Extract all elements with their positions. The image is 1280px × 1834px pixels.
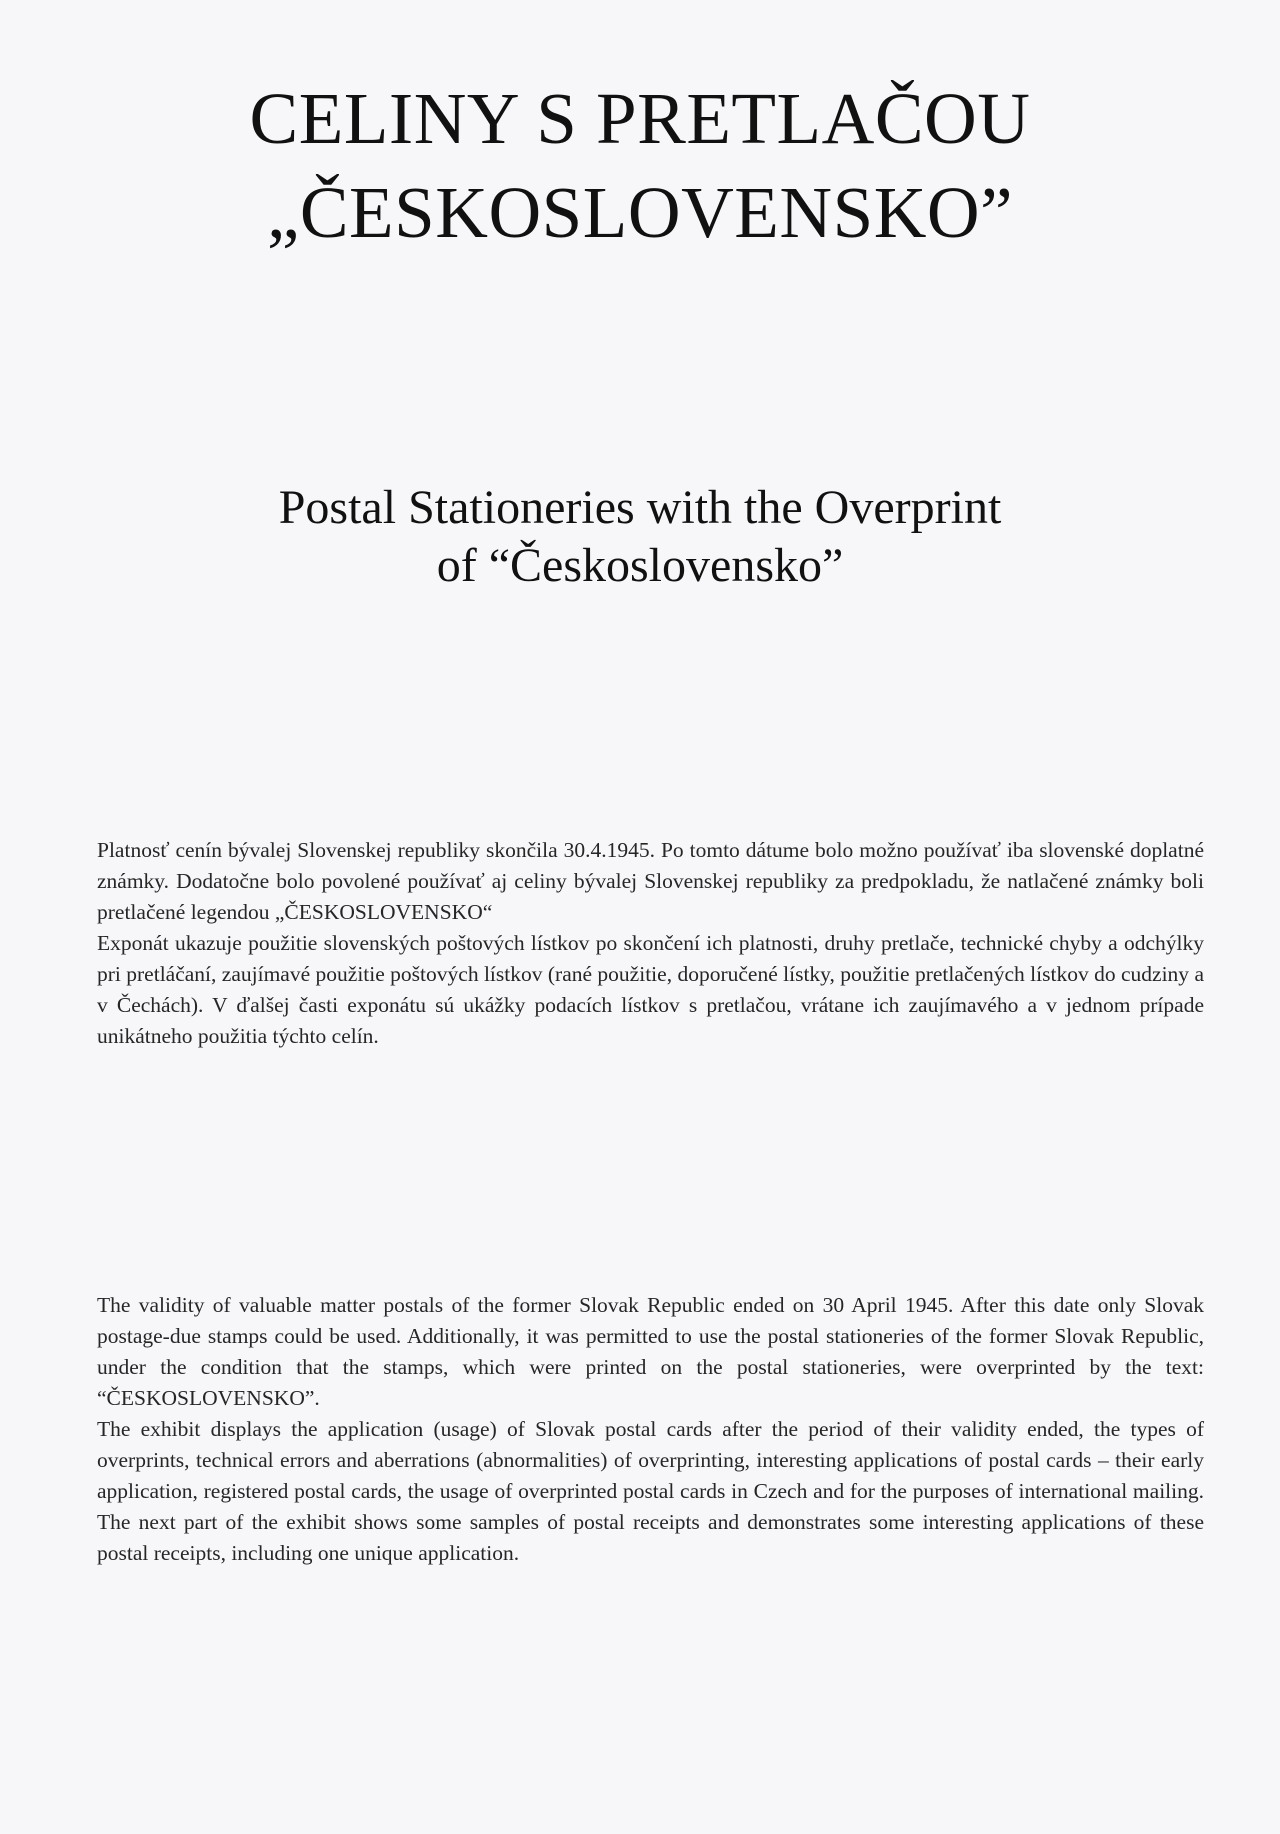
english-description bbox=[97, 1290, 1204, 1569]
slovak-description bbox=[97, 835, 1204, 1052]
english-paragraph-1: The validity of valuable matter postals of the former Slovak Republic ended on 30 April 1945. After this date only Slovak postage-due stamps could be used. Additionally, it was permitted to use the postal stationeries of the former Slovak Republic, under the condition that the stamps, which were printed on the postal stationeries, were overprinted by the text: “ČESKOSLOVENSKO”. bbox=[97, 1293, 1204, 1410]
slovak-title bbox=[0, 72, 1280, 260]
slovak-paragraph-1: Platnosť cenín bývalej Slovenskej republiky skončila 30.4.1945. Po tomto dátume bolo možno používať iba slovenské doplatné známky. Dodatočne bolo povolené používať aj celiny bývalej Slovenskej republiky za predpokladu, že natlačené známky boli pretlačené legendou „ČESKOSLOVENSKO“ bbox=[97, 838, 1204, 924]
slovak-title-line-1: CELINY S PRETLAČOU bbox=[249, 78, 1031, 159]
slovak-title-line-2: „ČESKOSLOVENSKO” bbox=[266, 172, 1014, 253]
english-title-line-2: of “Československo” bbox=[436, 539, 844, 592]
english-title bbox=[0, 479, 1280, 595]
slovak-paragraph-2: Exponát ukazuje použitie slovenských poštových lístkov po skončení ich platnosti, druhy pretlače, technické chyby a odchýlky pri pretláčaní, zaujímavé použitie poštových lístkov (rané použitie, doporučené lístky, použitie pretlačených lístkov do cudziny a v Čechách). V ďalšej časti exponátu sú ukážky podacích lístkov s pretlačou, vrátane ich zaujímavého a v jednom prípade unikátneho použitia týchto celín. bbox=[97, 931, 1204, 1048]
english-paragraph-2: The exhibit displays the application (usage) of Slovak postal cards after the period of their validity ended, the types of overprints, technical errors and aberrations (abnormalities) of overprinting, interesting applications of postal cards – their early application, registered postal cards, the usage of overprinted postal cards in Czech and for the purposes of international mailing. The next part of the exhibit shows some samples of postal receipts and demonstrates some interesting applications of these postal receipts, including one unique application. bbox=[97, 1417, 1204, 1565]
english-title-line-1: Postal Stationeries with the Overprint bbox=[278, 481, 1002, 534]
